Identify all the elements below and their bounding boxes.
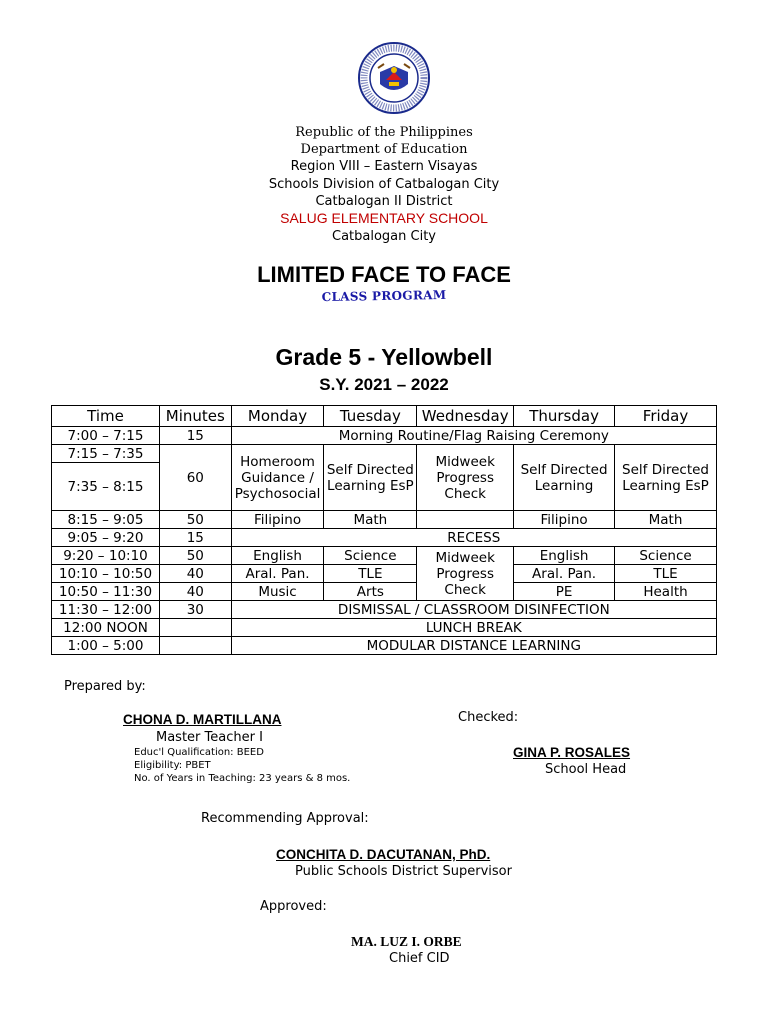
minutes-cell: 40 xyxy=(159,583,231,601)
recommending-name: CONCHITA D. DACUTANAN, PhD. xyxy=(276,847,491,862)
qualification-text: Educ'l Qualification: BEED xyxy=(134,747,264,758)
header-city: Catbalogan City xyxy=(332,229,436,244)
table-row xyxy=(52,583,717,601)
monday-cell: Aral. Pan. xyxy=(231,565,324,583)
table-row xyxy=(52,511,717,529)
table-row xyxy=(52,601,717,619)
deped-seal-logo xyxy=(358,42,430,114)
grade-title: Grade 5 - Yellowbell xyxy=(275,344,493,370)
table-row xyxy=(52,637,717,655)
checked-role: School Head xyxy=(545,762,627,777)
tuesday-cell: Math xyxy=(324,511,417,529)
monday-cell: Music xyxy=(231,583,324,601)
checked-label: Checked: xyxy=(458,710,519,725)
activity-cell: Morning Routine/Flag Raising Ceremony xyxy=(231,427,716,445)
prepared-by-role: Master Teacher I xyxy=(156,730,263,745)
thursday-cell: PE xyxy=(514,583,615,601)
subtitle: CLASS PROGRAM xyxy=(321,287,447,305)
approved-label: Approved: xyxy=(260,899,327,914)
friday-cell: Science xyxy=(615,547,717,565)
friday-cell: Self Directed Learning EsP xyxy=(615,445,717,511)
header-district: Catbalogan II District xyxy=(315,194,453,209)
wednesday-cell xyxy=(417,511,514,529)
time-cell: 10:50 – 11:30 xyxy=(52,583,160,601)
recommending-role: Public Schools District Supervisor xyxy=(295,864,512,879)
header-division: Schools Division of Catbalogan City xyxy=(268,177,500,192)
header-region: Region VIII – Eastern Visayas xyxy=(290,159,478,174)
time-cell: 12:00 NOON xyxy=(52,619,160,637)
thursday-cell: Self Directed Learning xyxy=(514,445,615,511)
tuesday-cell: TLE xyxy=(324,565,417,583)
time-cell: 1:00 – 5:00 xyxy=(52,637,160,655)
activity-cell: DISMISSAL / CLASSROOM DISINFECTION xyxy=(231,601,716,619)
minutes-cell: 30 xyxy=(159,601,231,619)
time-cell: 9:05 – 9:20 xyxy=(52,529,160,547)
time-cell: 9:20 – 10:10 xyxy=(52,547,160,565)
minutes-cell: 15 xyxy=(159,427,231,445)
recommending-label: Recommending Approval: xyxy=(201,811,369,826)
header-republic: Republic of the Philippines xyxy=(295,125,473,140)
thursday-cell: Filipino xyxy=(514,511,615,529)
activity-cell: MODULAR DISTANCE LEARNING xyxy=(231,637,716,655)
table-row xyxy=(52,445,717,463)
activity-cell: RECESS xyxy=(231,529,716,547)
wednesday-cell: Midweek Progress Check xyxy=(417,547,514,601)
school-name: SALUG ELEMENTARY SCHOOL xyxy=(280,210,488,226)
time-cell: 8:15 – 9:05 xyxy=(52,511,160,529)
minutes-cell: 40 xyxy=(159,565,231,583)
time-cell: 7:15 – 7:35 xyxy=(52,445,160,463)
time-cell: 7:35 – 8:15 xyxy=(52,463,160,511)
header-minutes: Minutes xyxy=(159,406,231,427)
time-cell: 11:30 – 12:00 xyxy=(52,601,160,619)
minutes-cell: 60 xyxy=(159,445,231,511)
header-friday: Friday xyxy=(615,406,717,427)
activity-cell: LUNCH BREAK xyxy=(231,619,716,637)
header-wednesday: Wednesday xyxy=(417,406,514,427)
table-row xyxy=(52,427,717,445)
checked-name: GINA P. ROSALES xyxy=(513,745,631,760)
table-row xyxy=(52,565,717,583)
minutes-cell xyxy=(159,637,231,655)
main-title: LIMITED FACE TO FACE xyxy=(257,262,511,287)
minutes-cell: 15 xyxy=(159,529,231,547)
approved-name: MA. LUZ I. ORBE xyxy=(351,934,462,949)
tuesday-cell: Self Directed Learning EsP xyxy=(324,445,417,511)
thursday-cell: English xyxy=(514,547,615,565)
school-year: S.Y. 2021 – 2022 xyxy=(319,375,449,394)
table-row xyxy=(52,547,717,565)
minutes-cell xyxy=(159,619,231,637)
prepared-by-name: CHONA D. MARTILLANA xyxy=(123,712,282,727)
table-header-row xyxy=(52,406,717,427)
friday-cell: Health xyxy=(615,583,717,601)
friday-cell: Math xyxy=(615,511,717,529)
header-department: Department of Education xyxy=(300,142,468,157)
minutes-cell: 50 xyxy=(159,547,231,565)
header-thursday: Thursday xyxy=(514,406,615,427)
years-teaching-text: No. of Years in Teaching: 23 years & 8 mos. xyxy=(134,773,351,784)
table-row xyxy=(52,619,717,637)
monday-cell: English xyxy=(231,547,324,565)
class-schedule-table xyxy=(51,405,717,655)
tuesday-cell: Arts xyxy=(324,583,417,601)
monday-cell: Homeroom Guidance / Psychosocial xyxy=(231,445,324,511)
prepared-by-label: Prepared by: xyxy=(64,679,146,694)
monday-cell: Filipino xyxy=(231,511,324,529)
header-monday: Monday xyxy=(231,406,324,427)
eligibility-text: Eligibility: PBET xyxy=(134,760,211,771)
header-time: Time xyxy=(52,406,160,427)
approved-role: Chief CID xyxy=(389,951,450,966)
table-row xyxy=(52,529,717,547)
thursday-cell: Aral. Pan. xyxy=(514,565,615,583)
friday-cell: TLE xyxy=(615,565,717,583)
minutes-cell: 50 xyxy=(159,511,231,529)
tuesday-cell: Science xyxy=(324,547,417,565)
time-cell: 10:10 – 10:50 xyxy=(52,565,160,583)
time-cell: 7:00 – 7:15 xyxy=(52,427,160,445)
header-tuesday: Tuesday xyxy=(324,406,417,427)
wednesday-cell: Midweek Progress Check xyxy=(417,445,514,511)
